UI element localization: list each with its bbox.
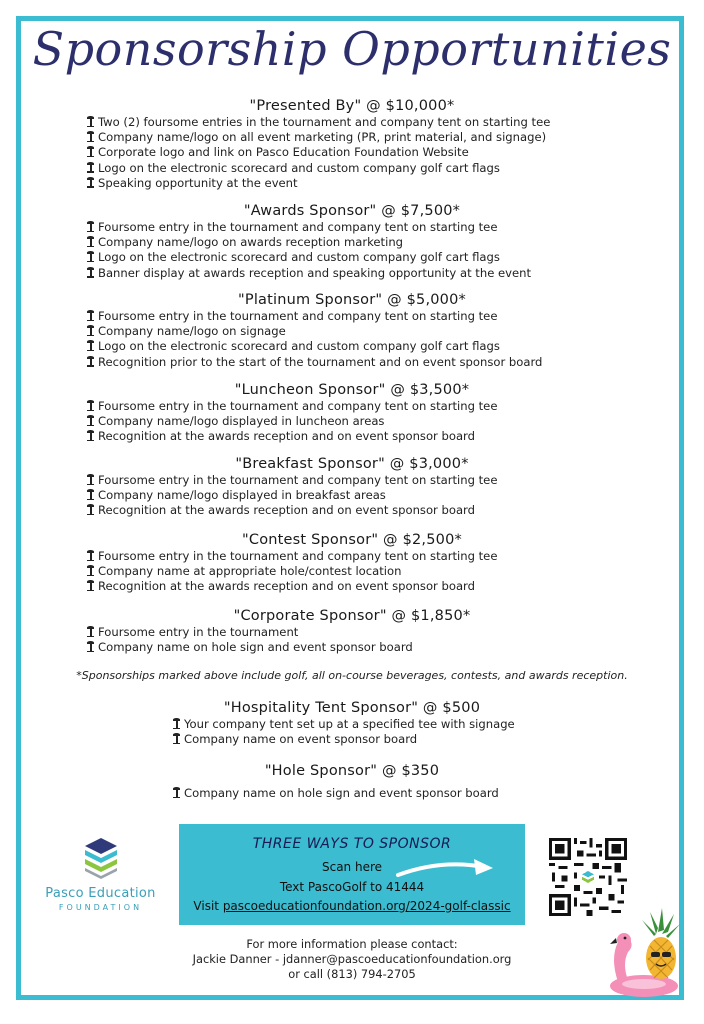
contact-info xyxy=(0,937,704,982)
golf-tee-icon xyxy=(86,565,95,576)
golf-tee-icon xyxy=(86,415,95,426)
list-item: Your company tent set up at a specified tee with signage xyxy=(172,717,704,732)
cta-text-line: Text PascoGolf to 41444 xyxy=(279,880,425,894)
golf-tee-icon xyxy=(86,251,95,262)
logo-name: Pasco Education xyxy=(45,886,156,901)
contact-intro: For more information please contact: xyxy=(246,937,458,951)
list-item: Foursome entry in the tournament and company tent on starting tee xyxy=(86,549,704,564)
list-item: Company name on hole sign and event sponsor board xyxy=(86,640,704,655)
golf-tee-icon xyxy=(86,489,95,500)
section-heading: "Presented By" @ $10,000* xyxy=(249,98,455,114)
list-item: Company name on event sponsor board xyxy=(172,732,704,747)
section-heading: "Luncheon Sponsor" @ $3,500* xyxy=(234,382,470,398)
foundation-logo xyxy=(28,836,173,916)
list-item: Recognition at the awards reception and on event sponsor board xyxy=(86,503,704,518)
golf-tee-icon xyxy=(86,504,95,515)
sponsor-section-awards xyxy=(0,202,704,281)
sponsor-section-luncheon xyxy=(0,381,704,445)
section-heading: "Platinum Sponsor" @ $5,000* xyxy=(238,292,466,308)
list-item: Company name/logo displayed in breakfast areas xyxy=(86,488,704,503)
sponsor-section-corporate xyxy=(0,607,704,655)
section-heading: "Corporate Sponsor" @ $1,850* xyxy=(233,608,471,624)
list-item: Company name/logo on signage xyxy=(86,324,704,339)
golf-tee-icon xyxy=(172,718,181,729)
list-item: Recognition at the awards reception and on event sponsor board xyxy=(86,579,704,594)
list-item: Company name on hole sign and event sponsor board xyxy=(172,786,704,801)
golf-tee-icon xyxy=(172,787,181,798)
golf-tee-icon xyxy=(86,131,95,142)
golf-tee-icon xyxy=(86,177,95,188)
list-item: Logo on the electronic scorecard and custom company golf cart flags xyxy=(86,161,704,176)
section-heading: "Contest Sponsor" @ $2,500* xyxy=(242,532,462,548)
golf-tee-icon xyxy=(86,356,95,367)
golf-tee-icon xyxy=(86,474,95,485)
golf-tee-icon xyxy=(86,236,95,247)
list-item: Recognition prior to the start of the tournament and on event sponsor board xyxy=(86,355,704,370)
cta-visit-line: Visit pascoeducationfoundation.org/2024-golf-classic xyxy=(193,899,511,913)
sponsor-section-hole xyxy=(0,762,704,801)
footnote: *Sponsorships marked above include golf, all on-course beverages, contests, and awards reception. xyxy=(76,669,628,682)
qr-code[interactable] xyxy=(549,838,627,916)
section-heading: "Awards Sponsor" @ $7,500* xyxy=(243,203,461,219)
golf-tee-icon xyxy=(86,162,95,173)
golf-tee-icon xyxy=(86,310,95,321)
golf-tee-icon xyxy=(86,550,95,561)
golf-tee-icon xyxy=(86,116,95,127)
foundation-logo-mark-icon xyxy=(81,836,121,880)
flamingo-pineapple-icon xyxy=(606,908,682,1000)
golf-tee-icon xyxy=(86,400,95,411)
section-heading: "Breakfast Sponsor" @ $3,000* xyxy=(235,456,469,472)
list-item: Foursome entry in the tournament and company tent on starting tee xyxy=(86,473,704,488)
sponsor-section-breakfast xyxy=(0,455,704,519)
cta-title: THREE WAYS TO SPONSOR xyxy=(252,836,452,852)
list-item: Foursome entry in the tournament and company tent on starting tee xyxy=(86,399,704,414)
list-item: Company name/logo displayed in luncheon areas xyxy=(86,414,704,429)
list-item: Company name at appropriate hole/contest location xyxy=(86,564,704,579)
golf-tee-icon xyxy=(86,325,95,336)
contact-email-line: Jackie Danner - jdanner@pascoeducationfoundation.org xyxy=(192,952,512,966)
list-item: Two (2) foursome entries in the tournament and company tent on starting tee xyxy=(86,115,704,130)
list-item: Recognition at the awards reception and on event sponsor board xyxy=(86,429,704,444)
list-item: Corporate logo and link on Pasco Education Foundation Website xyxy=(86,145,704,160)
golf-tee-icon xyxy=(86,267,95,278)
list-item: Foursome entry in the tournament xyxy=(86,625,704,640)
golf-tee-icon xyxy=(86,580,95,591)
golf-tee-icon xyxy=(86,146,95,157)
list-item: Foursome entry in the tournament and company tent on starting tee xyxy=(86,309,704,324)
golf-tee-icon xyxy=(172,733,181,744)
list-item: Company name/logo on all event marketing (PR, print material, and signage) xyxy=(86,130,704,145)
golf-tee-icon xyxy=(86,641,95,652)
contact-phone-line: or call (813) 794-2705 xyxy=(288,967,416,981)
logo-subtitle: FOUNDATION xyxy=(58,903,143,912)
website-link[interactable]: pascoeducationfoundation.org/2024-golf-classic xyxy=(222,899,511,913)
section-heading: "Hole Sponsor" @ $350 xyxy=(264,763,440,779)
sponsor-section-platinum xyxy=(0,291,704,370)
golf-tee-icon xyxy=(86,221,95,232)
golf-tee-icon xyxy=(86,340,95,351)
list-item: Foursome entry in the tournament and company tent on starting tee xyxy=(86,220,704,235)
list-item: Banner display at awards reception and speaking opportunity at the event xyxy=(86,266,704,281)
list-item: Speaking opportunity at the event xyxy=(86,176,704,191)
sponsor-section-presented xyxy=(0,97,704,191)
golf-tee-icon xyxy=(86,430,95,441)
cta-scan-line: Scan here xyxy=(321,860,383,874)
sponsor-section-contest xyxy=(0,531,704,595)
list-item: Logo on the electronic scorecard and custom company golf cart flags xyxy=(86,250,704,265)
list-item: Company name/logo on awards reception marketing xyxy=(86,235,704,250)
arrow-right-icon xyxy=(396,855,496,881)
list-item: Logo on the electronic scorecard and custom company golf cart flags xyxy=(86,339,704,354)
golf-tee-icon xyxy=(86,626,95,637)
sponsor-section-hospitality xyxy=(0,699,704,747)
page-title: Sponsorship Opportunities xyxy=(32,22,672,76)
section-heading: "Hospitality Tent Sponsor" @ $500 xyxy=(223,700,481,716)
